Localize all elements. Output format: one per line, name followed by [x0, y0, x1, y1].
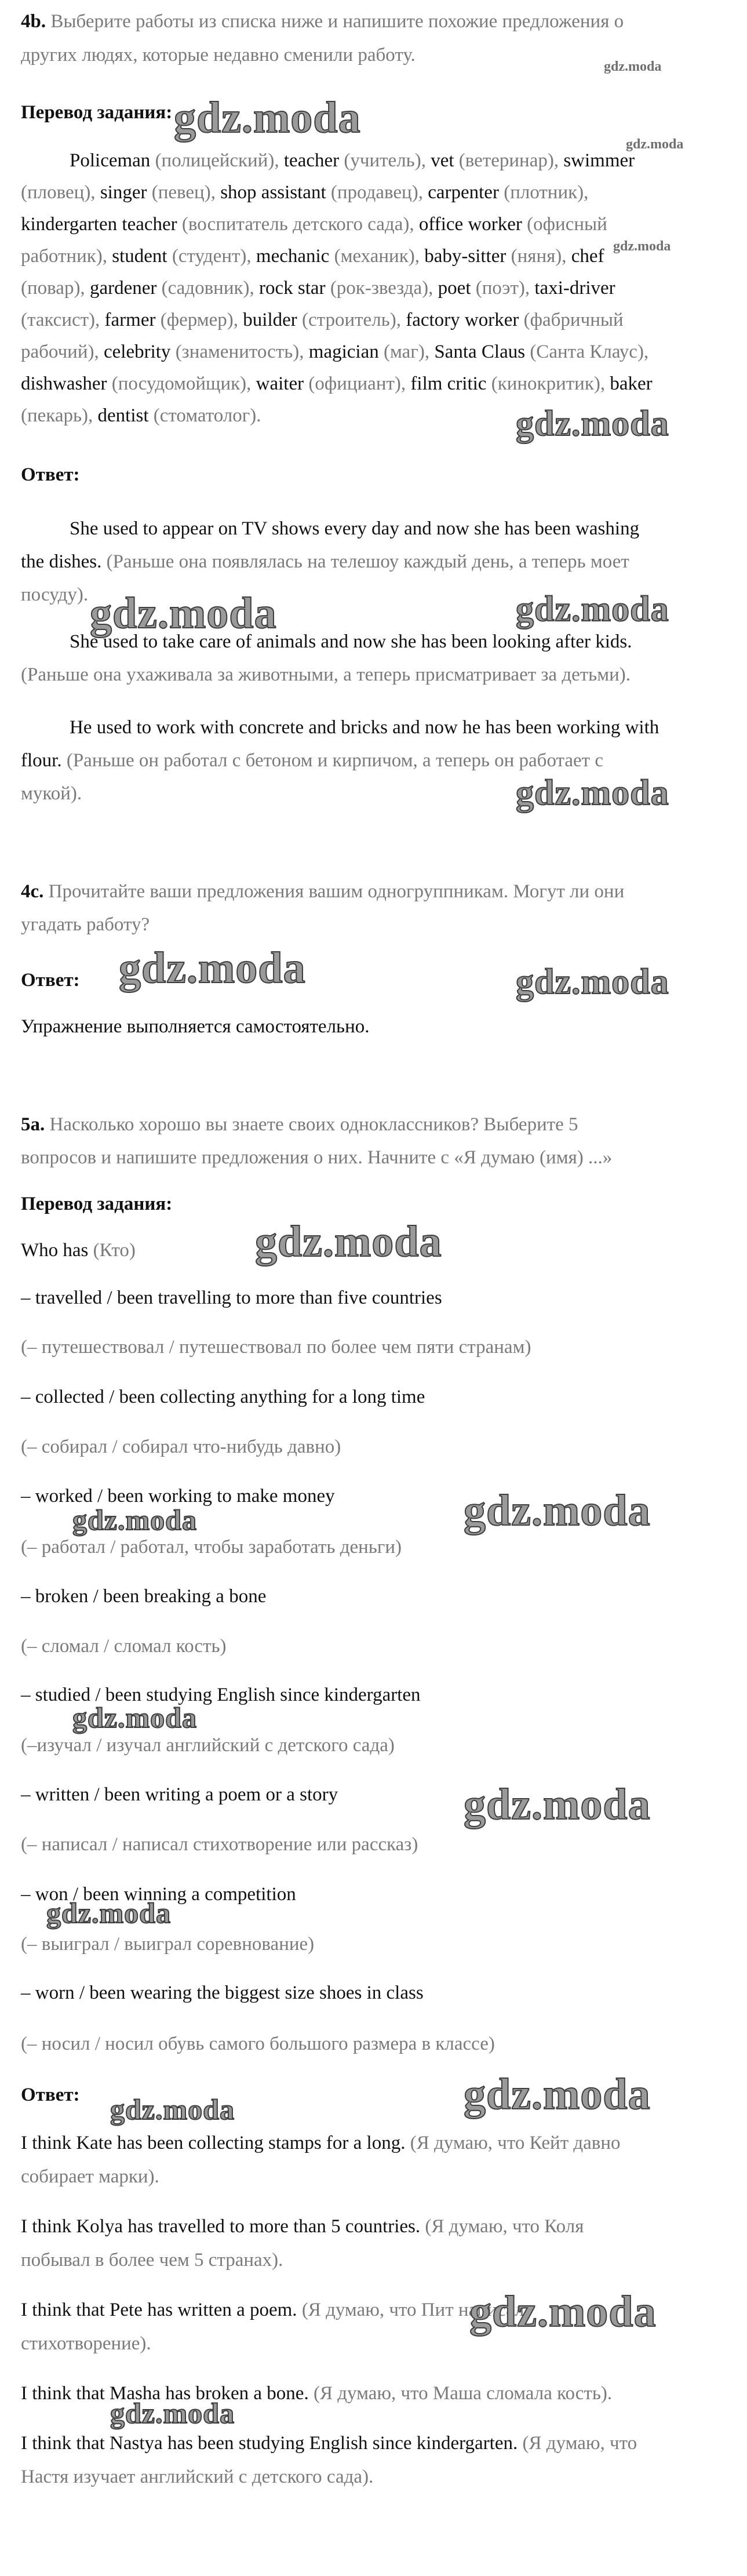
- translation-line: [21, 1585, 727, 1607]
- russian-text: (стоматолог).: [153, 405, 261, 426]
- english-text: the dishes.: [21, 551, 107, 572]
- watermark: gdz.moda: [110, 2093, 235, 2126]
- russian-text: (–изучал / изучал английский с детского сада): [21, 1735, 395, 1756]
- russian-text: (пловец),: [21, 182, 100, 203]
- russian-text: (офисный: [527, 214, 607, 235]
- russian-text: (– сломал / сломал кость): [21, 1636, 227, 1657]
- english-text: celebrity: [104, 341, 176, 362]
- russian-text: (официант),: [308, 373, 411, 394]
- russian-text: Настя изучает английский с детского сада).: [21, 2466, 374, 2487]
- russian-text: (пекарь),: [21, 405, 98, 426]
- russian-text: (Кто): [93, 1240, 136, 1261]
- russian-text: (механик),: [334, 246, 425, 267]
- translation-line: [21, 1386, 727, 1408]
- russian-text: (учитель),: [344, 150, 431, 171]
- task-text: Прочитайте ваши предложения вашим одногруппникам. Могут ли они: [48, 881, 625, 902]
- english-text: I think that Nastya has been studying English since kindergarten.: [21, 2433, 523, 2454]
- answer-text: Упражнение выполняется самостоятельно.: [21, 1016, 370, 1037]
- english-text: gardener: [89, 278, 162, 299]
- answer-line: [21, 2132, 727, 2154]
- exercise-5a-task-line-2: [21, 1147, 727, 1169]
- english-text: poet: [438, 278, 476, 299]
- jobs-line: [70, 150, 727, 172]
- russian-text: (строитель),: [302, 310, 406, 330]
- watermark: gdz.moda: [464, 2070, 651, 2119]
- russian-text: (повар),: [21, 278, 90, 299]
- english-text: – worn / been wearing the biggest size shoes in class: [21, 1982, 424, 2003]
- answer-line: [21, 664, 727, 686]
- watermark: gdz.moda: [516, 773, 669, 813]
- translation-heading: Перевод задания:: [21, 102, 173, 123]
- russian-text: стихотворение).: [21, 2333, 151, 2354]
- watermark-small: gdz.moda: [626, 137, 684, 152]
- exercise-5a-task-line-1: [21, 1114, 727, 1136]
- answer-line: [70, 716, 727, 738]
- russian-text: (Я думаю, что: [522, 2433, 637, 2454]
- english-text: swimmer: [563, 150, 635, 171]
- watermark: gdz.moda: [255, 1217, 442, 1266]
- english-text: Who has: [21, 1240, 93, 1261]
- russian-text: рабочий),: [21, 341, 104, 362]
- russian-text: (певец),: [151, 182, 221, 203]
- russian-text: (Я думаю, что Пит написал: [301, 2300, 524, 2320]
- watermark: gdz.moda: [72, 1701, 197, 1734]
- russian-text: (няня),: [511, 246, 571, 267]
- watermark: gdz.moda: [469, 2287, 657, 2336]
- english-text: farmer: [104, 310, 161, 330]
- english-text: baby-sitter: [424, 246, 511, 267]
- russian-text: (Санта Клаус),: [530, 341, 649, 362]
- english-text: taxi-driver: [534, 278, 615, 299]
- russian-text: мукой).: [21, 783, 82, 804]
- answer-line: [21, 2215, 727, 2237]
- watermark: gdz.moda: [46, 1897, 171, 1929]
- exercise-4c-task-line-1: [21, 881, 727, 903]
- jobs-line: [21, 277, 727, 299]
- translation-line: [21, 1436, 727, 1458]
- jobs-line: [21, 341, 727, 363]
- english-text: She used to appear on TV shows every day and now she has been washing: [70, 518, 640, 539]
- watermark: gdz.moda: [516, 404, 669, 443]
- english-text: Santa Claus: [434, 341, 530, 362]
- watermark: gdz.moda: [90, 589, 277, 638]
- answer-line: [21, 2466, 727, 2488]
- russian-text: (Раньше она появлялась на телешоу каждый день, а теперь моет: [106, 551, 629, 572]
- answer-line: [21, 749, 727, 772]
- russian-text: (– собирал / собирал что-нибудь давно): [21, 1436, 341, 1457]
- russian-text: (студент),: [172, 246, 256, 267]
- english-text: kindergarten teacher: [21, 214, 182, 235]
- english-text: student: [112, 246, 172, 267]
- russian-text: (таксист),: [21, 310, 105, 330]
- answer-line: [21, 551, 727, 573]
- watermark: gdz.moda: [72, 1504, 197, 1536]
- english-text: vet: [431, 150, 459, 171]
- russian-text: (знаменитость),: [175, 341, 309, 362]
- english-text: I think that Masha has broken a bone.: [21, 2383, 314, 2404]
- russian-text: (продавец),: [330, 182, 428, 203]
- russian-text: (поэт),: [475, 278, 535, 299]
- english-text: I think Kate has been collecting stamps for a long.: [21, 2133, 410, 2153]
- translation-line: [21, 1933, 727, 1955]
- russian-text: (Я думаю, что Коля: [425, 2216, 584, 2237]
- translation-heading: Перевод задания:: [21, 1194, 173, 1214]
- english-text: carpenter: [428, 182, 504, 203]
- english-text: – travelled / been travelling to more than five countries: [21, 1287, 442, 1308]
- russian-text: (– путешествовал / путешествовал по более чем пяти странам): [21, 1337, 531, 1358]
- english-text: She used to take care of animals and now she has been looking after kids.: [70, 631, 632, 652]
- translation-line: [21, 1536, 727, 1558]
- english-text: He used to work with concrete and bricks and now he has been working with: [70, 717, 659, 738]
- russian-text: (фабричный: [523, 310, 624, 330]
- translation-line: [21, 1833, 727, 1855]
- russian-text: (Я думаю, что Маша сломала кость).: [313, 2383, 613, 2404]
- russian-text: (Раньше она ухаживала за животными, а теперь присматривает за детьми).: [21, 664, 631, 685]
- exercise-number: 4c.: [21, 881, 44, 902]
- russian-text: собирает марки).: [21, 2166, 159, 2187]
- task-text: Выберите работы из списка ниже и напишите похожие предложения о: [50, 11, 624, 32]
- english-text: – written / been writing a poem or a story: [21, 1784, 338, 1805]
- english-text: teacher: [283, 150, 344, 171]
- russian-text: (посудомойщик),: [111, 373, 256, 394]
- english-text: dishwasher: [21, 373, 112, 394]
- russian-text: (плотник),: [504, 182, 589, 203]
- jobs-line: [21, 373, 727, 395]
- english-text: – collected / been collecting anything for a long time: [21, 1387, 425, 1407]
- exercise-number: 4b.: [21, 11, 46, 32]
- english-text: Policeman: [70, 150, 155, 171]
- task-text: других людях, которые недавно сменили работу.: [21, 45, 416, 66]
- watermark: gdz.moda: [464, 1780, 651, 1829]
- russian-text: (– работал / работал, чтобы заработать деньги): [21, 1537, 402, 1558]
- english-text: I think that Pete has written a poem.: [21, 2300, 302, 2320]
- russian-text: (Раньше он работал с бетоном и кирпичом, а теперь он работает с: [66, 750, 603, 771]
- russian-text: (– написал / написал стихотворение или рассказ): [21, 1834, 418, 1855]
- english-text: dentist: [97, 405, 154, 426]
- english-text: – broken / been breaking a bone: [21, 1586, 267, 1607]
- jobs-line: [21, 213, 727, 235]
- task-text: угадать работу?: [21, 914, 150, 935]
- exercise-4c-task-line-2: [21, 914, 727, 936]
- watermark: gdz.moda: [464, 1486, 651, 1535]
- russian-text: (садовник),: [161, 278, 260, 299]
- jobs-line: [21, 181, 727, 203]
- english-text: baker: [610, 373, 653, 394]
- answer-heading: Ответ:: [21, 464, 80, 485]
- english-text: mechanic: [256, 246, 334, 267]
- watermark: gdz.moda: [119, 944, 306, 992]
- translation-line: [21, 2033, 727, 2055]
- russian-text: (Я думаю, что Кейт давно: [410, 2133, 621, 2153]
- watermark-small: gdz.moda: [613, 239, 671, 254]
- answer-heading: Ответ:: [21, 2084, 80, 2105]
- english-text: builder: [243, 310, 303, 330]
- answer-line: [21, 2249, 727, 2271]
- russian-text: (фермер),: [160, 310, 243, 330]
- english-text: chef: [571, 246, 604, 267]
- english-text: rock star: [259, 278, 330, 299]
- english-text: film critic: [410, 373, 491, 394]
- russian-text: (– выиграл / выиграл соревнование): [21, 1934, 315, 1955]
- russian-text: (воспитатель детского сада),: [181, 214, 419, 235]
- watermark: gdz.moda: [110, 2397, 235, 2429]
- translation-line: [21, 1982, 727, 2004]
- watermark: gdz.moda: [516, 962, 669, 1002]
- english-text: shop assistant: [220, 182, 331, 203]
- english-text: singer: [100, 182, 152, 203]
- exercise-number: 5a.: [21, 1114, 45, 1135]
- exercise-4b-task-line-1: [21, 10, 727, 32]
- english-text: office worker: [418, 214, 527, 235]
- translation-line: [21, 1287, 727, 1309]
- answer-heading: Ответ:: [21, 970, 80, 991]
- russian-text: работник),: [21, 246, 112, 267]
- answer-line: [21, 2432, 727, 2454]
- jobs-line: [21, 309, 727, 331]
- english-text: waiter: [256, 373, 309, 394]
- task-text: вопросов и напишите предложения о них. Начните с «Я думаю (имя) ...»: [21, 1147, 613, 1168]
- russian-text: (кинокритик),: [491, 373, 610, 394]
- translation-line: [21, 1635, 727, 1657]
- translation-line: [21, 1734, 727, 1756]
- russian-text: (– носил / носил обувь самого большого размера в классе): [21, 2033, 495, 2054]
- russian-text: (маг),: [384, 341, 435, 362]
- russian-text: (рок-звезда),: [330, 278, 438, 299]
- english-text: magician: [308, 341, 384, 362]
- russian-text: посуду).: [21, 584, 89, 605]
- translation-line: [21, 1336, 727, 1358]
- russian-text: (полицейский),: [155, 150, 284, 171]
- russian-text: побывал в более чем 5 странах).: [21, 2250, 283, 2271]
- answer-line: [70, 518, 727, 540]
- watermark: gdz.moda: [516, 590, 669, 629]
- russian-text: (ветеринар),: [458, 150, 564, 171]
- english-text: factory worker: [406, 310, 524, 330]
- answer-line: [21, 2166, 727, 2188]
- english-text: flour.: [21, 750, 67, 771]
- task-text: Насколько хорошо вы знаете своих одноклассников? Выберите 5: [49, 1114, 578, 1135]
- english-text: I think Kolya has travelled to more than 5 countries.: [21, 2216, 425, 2237]
- watermark: gdz.moda: [174, 93, 361, 142]
- english-text: – studied / been studying English since kindergarten: [21, 1684, 421, 1705]
- watermark-small: gdz.moda: [604, 59, 662, 74]
- english-text: – won / been winning a competition: [21, 1884, 296, 1905]
- english-text: – worked / been working to make money: [21, 1486, 335, 1507]
